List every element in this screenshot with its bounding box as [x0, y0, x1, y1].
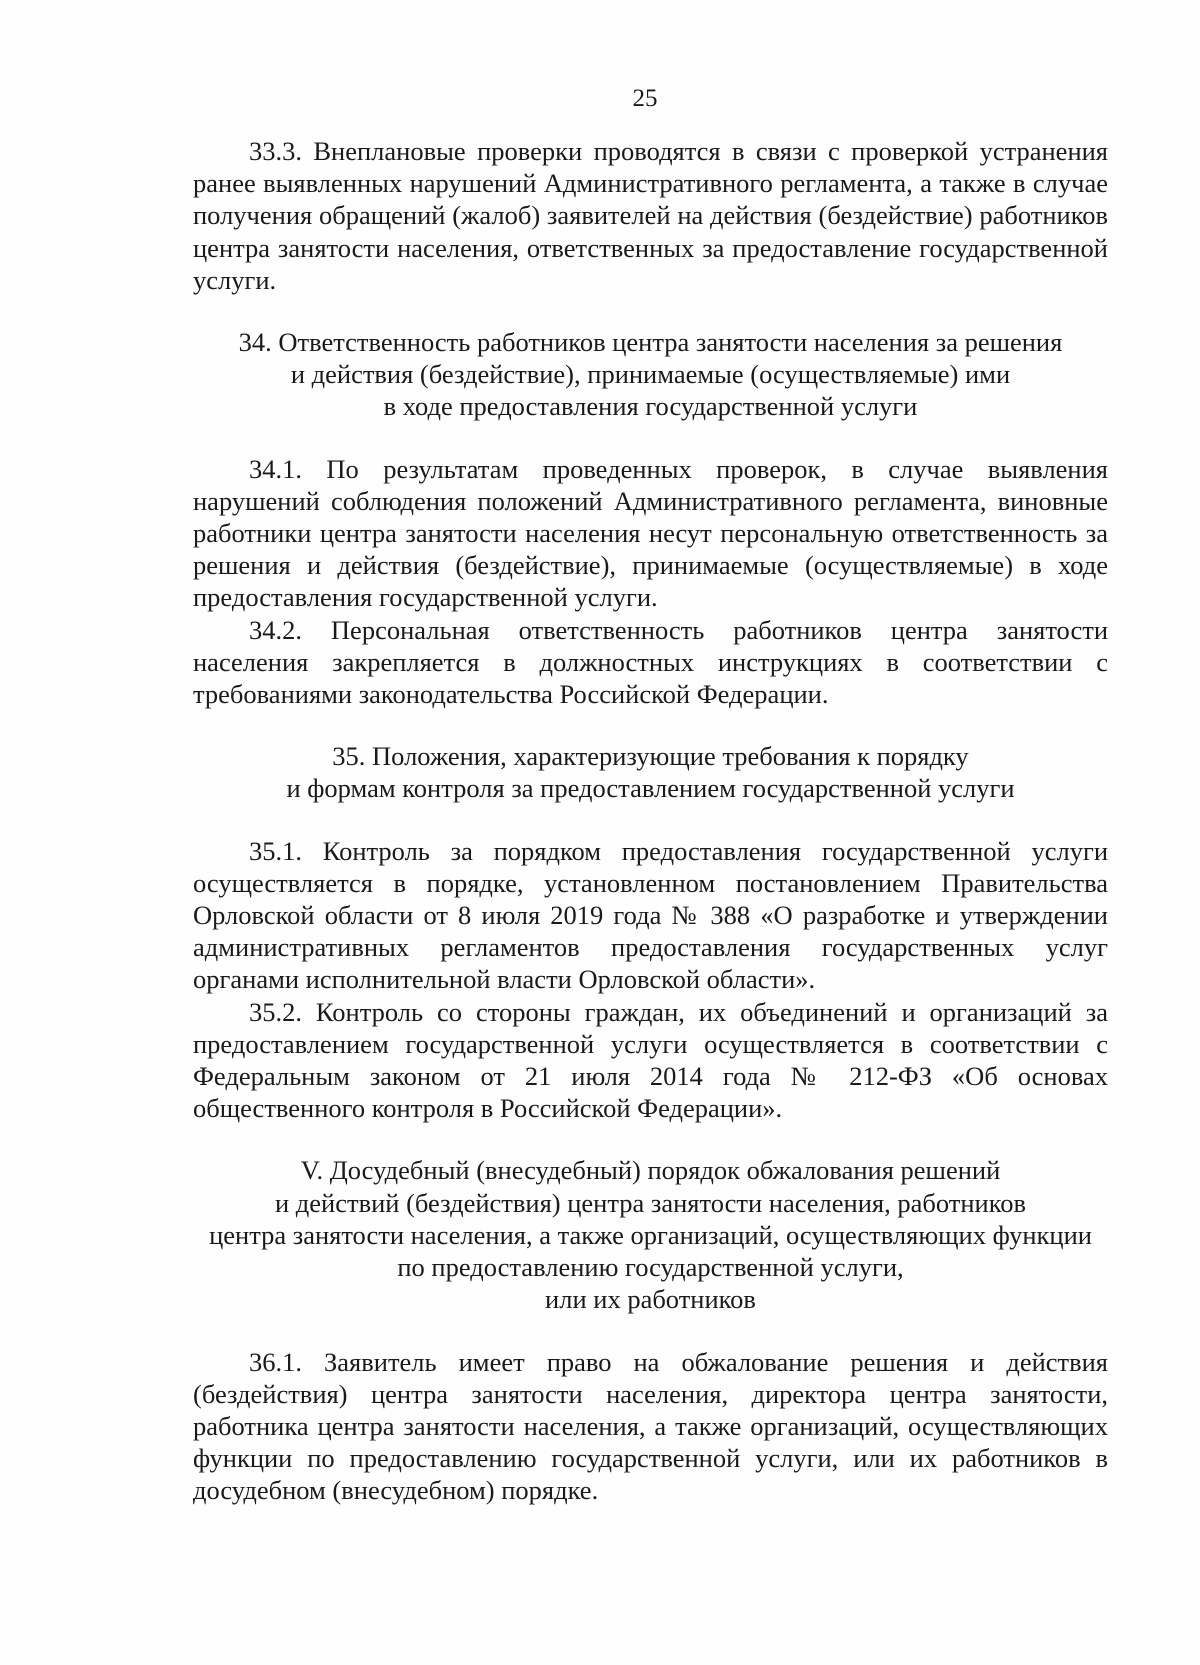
paragraph-34-2: 34.2. Персональная ответственность работников центра занятости населения закрепляется в должностных инструкциях в соответствии с требованиями законодательства Российской Федерации.: [193, 614, 1108, 710]
heading-34-line-1: 34. Ответственность работников центра занятости населения за решения: [238, 327, 1063, 358]
paragraph-35-2: 35.2. Контроль со стороны граждан, их объединений и организаций за предоставлением государственной услуги осуществляется в соответствии с Федеральным законом от 21 июля 2014 года № 212-ФЗ «Об основах общественного контроля в Российской Федерации».: [193, 996, 1108, 1124]
heading-34-line-2: и действия (бездействие), принимаемые (осуществляемые) ими: [290, 359, 1011, 390]
paragraph-33-3: 33.3. Внеплановые проверки проводятся в связи с проверкой устранения ранее выявленных нарушений Административного регламента, а также в случае получения обращений (жалоб) заявителей на действия (бездействие) работников центра занятости населения, ответственных за предоставление государственной услуги.: [193, 136, 1108, 295]
paragraph-36-1: 36.1. Заявитель имеет право на обжалование решения и действия (бездействия) центра занятости населения, директора центра занятости, работника центра занятости населения, а также организаций, осуществляющих функции по предоставлению государственной услуги, или их работников в досудебном (внесудебном) порядке.: [193, 1346, 1108, 1506]
heading-v-line-4: по предоставлению государственной услуги,: [397, 1252, 904, 1283]
paragraph-35-1: 35.1. Контроль за порядком предоставления государственной услуги осуществляется в порядке, установленном постановлением Правительства Орловской области от 8 июля 2019 года № 388 «О разработке и утверждении административных регламентов предоставления государственных услуг органами исполнительной власти Орловской области».: [193, 835, 1108, 995]
heading-35-line-2: и формам контроля за предоставлением государственной услуги: [286, 773, 1015, 804]
document-body: [193, 135, 1108, 1507]
section-heading-34: [193, 326, 1108, 423]
chapter-heading-v: [193, 1154, 1108, 1315]
section-heading-35: [193, 740, 1108, 804]
heading-34-line-3: в ходе предоставления государственной услуги: [383, 391, 918, 422]
heading-v-line-2: и действий (бездействия) центра занятости населения, работников: [275, 1187, 1026, 1218]
page-number: 25: [632, 85, 658, 112]
heading-v-line-3: центра занятости населения, а также организаций, осуществляющих функции: [209, 1219, 1092, 1250]
paragraph-34-1: 34.1. По результатам проведенных проверок, в случае выявления нарушений соблюдения положений Административного регламента, виновные работники центра занятости населения несут персональную ответственность за решения и действия (бездействие), принимаемые (осуществляемые) в ходе предоставления государственной услуги.: [193, 453, 1108, 613]
heading-v-line-5: или их работников: [545, 1284, 756, 1315]
heading-v-line-1: V. Досудебный (внесудебный) порядок обжалования решений: [300, 1155, 1001, 1186]
heading-35-line-1: 35. Положения, характеризующие требования к порядку: [332, 741, 969, 772]
